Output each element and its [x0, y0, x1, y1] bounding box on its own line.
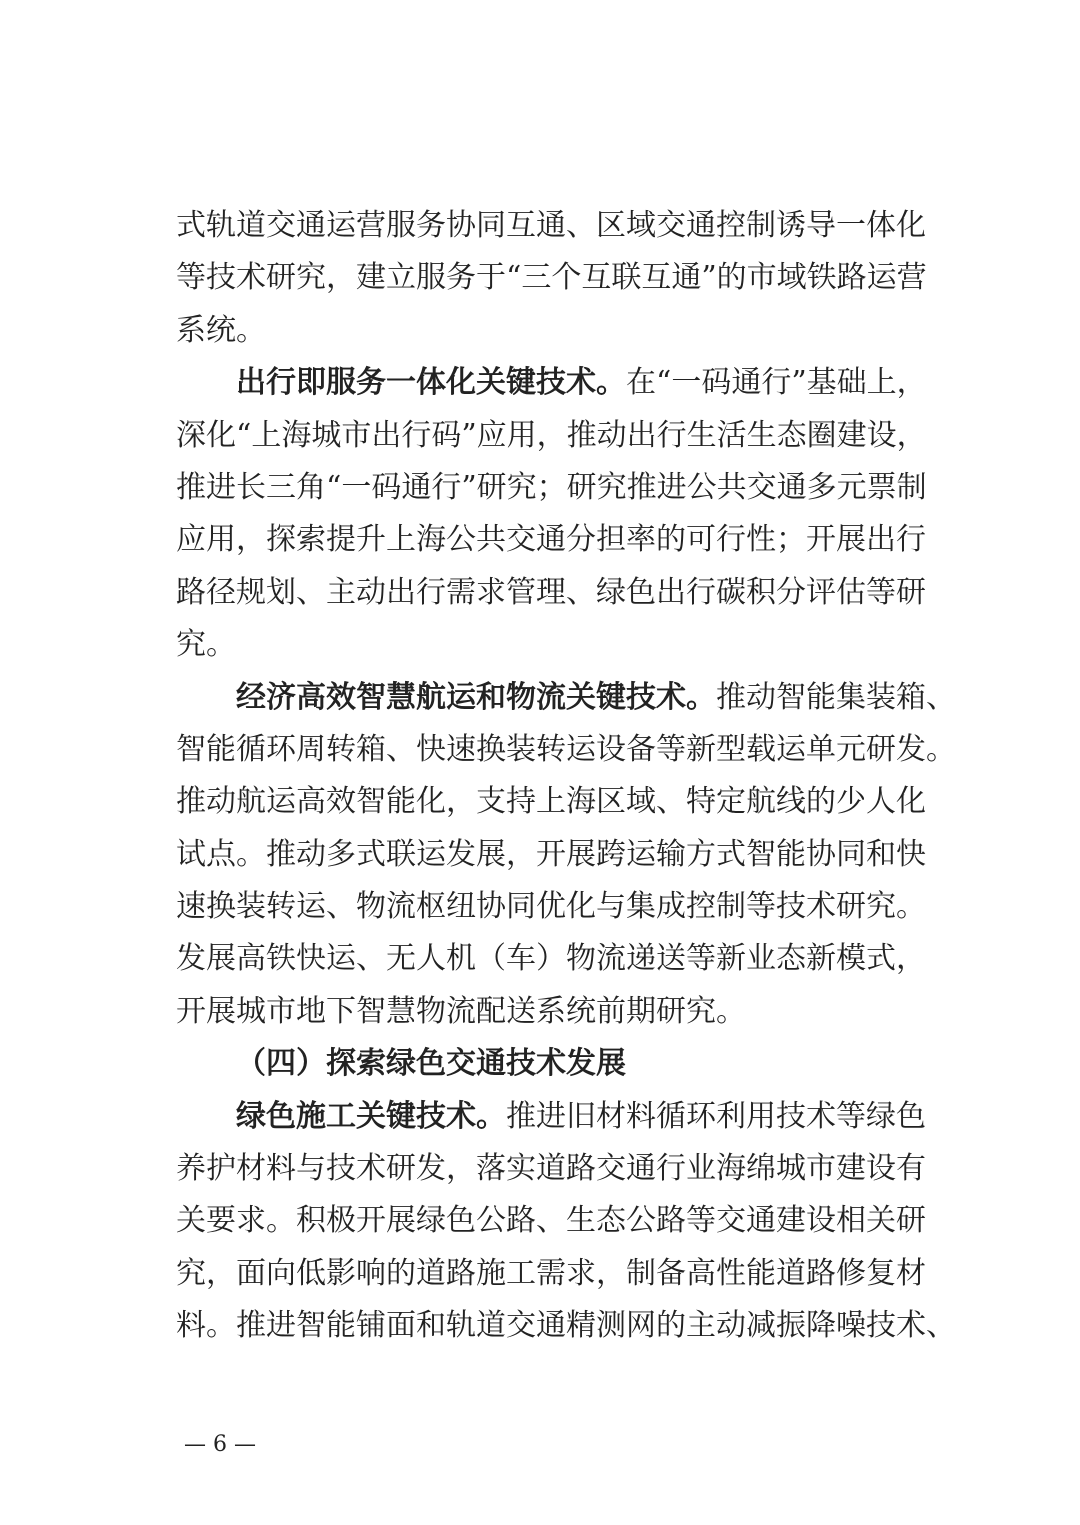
- text-line: 推动航运高效智能化，支持上海区域、特定航线的少人化: [176, 784, 926, 820]
- body-text: [176, 200, 956, 1353]
- text-line: 究。: [176, 627, 236, 663]
- text-line: 试点。推动多式联运发展，开展跨运输方式智能协同和快: [176, 836, 926, 872]
- paragraph-first-line: [176, 1091, 926, 1143]
- text-line: 应用，探索提升上海公共交通分担率的可行性；开展出行: [176, 522, 926, 558]
- text-span: 推进旧材料循环利用技术等绿色: [506, 1098, 926, 1134]
- paragraph-heading: 出行即服务一体化关键技术。: [236, 365, 626, 401]
- paragraph-heading: 绿色施工关键技术。: [236, 1098, 506, 1134]
- text-line: 式轨道交通运营服务协同互通、区域交通控制诱导一体化: [176, 208, 926, 243]
- text-span: 推动智能集装箱、: [716, 679, 956, 715]
- text-line: 推进长三角“一码通行”研究；研究推进公共交通多元票制: [176, 469, 927, 505]
- text-line: 开展城市地下智慧物流配送系统前期研究。: [176, 993, 746, 1029]
- text-line: 发展高铁快运、无人机（车）物流递送等新业态新模式，: [176, 941, 926, 977]
- text-line: 速换装转运、物流枢纽协同优化与集成控制等技术研究。: [176, 889, 926, 925]
- text-line: 路径规划、主动出行需求管理、绿色出行碳积分评估等研: [176, 574, 926, 610]
- paragraph-heading: 经济高效智慧航运和物流关键技术。: [236, 679, 716, 715]
- section-heading: （四）探索绿色交通技术发展: [236, 1046, 626, 1082]
- paragraph-first-line: [176, 672, 956, 724]
- text-line: 究，面向低影响的道路施工需求，制备高性能道路修复材: [176, 1255, 926, 1291]
- text-line: 关要求。积极开展绿色公路、生态公路等交通建设相关研: [176, 1203, 926, 1239]
- text-line: 料。推进智能铺面和轨道交通精测网的主动减振降噪技术、: [176, 1308, 956, 1344]
- text-line: 等技术研究，建立服务于“三个互联互通”的市域铁路运营: [176, 260, 927, 296]
- paragraph-first-line: [176, 357, 927, 409]
- text-line: 智能循环周转箱、快速换装转运设备等新型载运单元研发。: [176, 731, 956, 767]
- text-line: 深化“上海城市出行码”应用，推动出行生活生态圈建设，: [176, 417, 927, 453]
- text-span: 在“一码通行”基础上，: [626, 365, 927, 401]
- text-line: 养护材料与技术研发，落实道路交通行业海绵城市建设有: [176, 1151, 926, 1187]
- text-line: 系统。: [176, 312, 266, 348]
- page-number: — 6 —: [184, 1432, 256, 1457]
